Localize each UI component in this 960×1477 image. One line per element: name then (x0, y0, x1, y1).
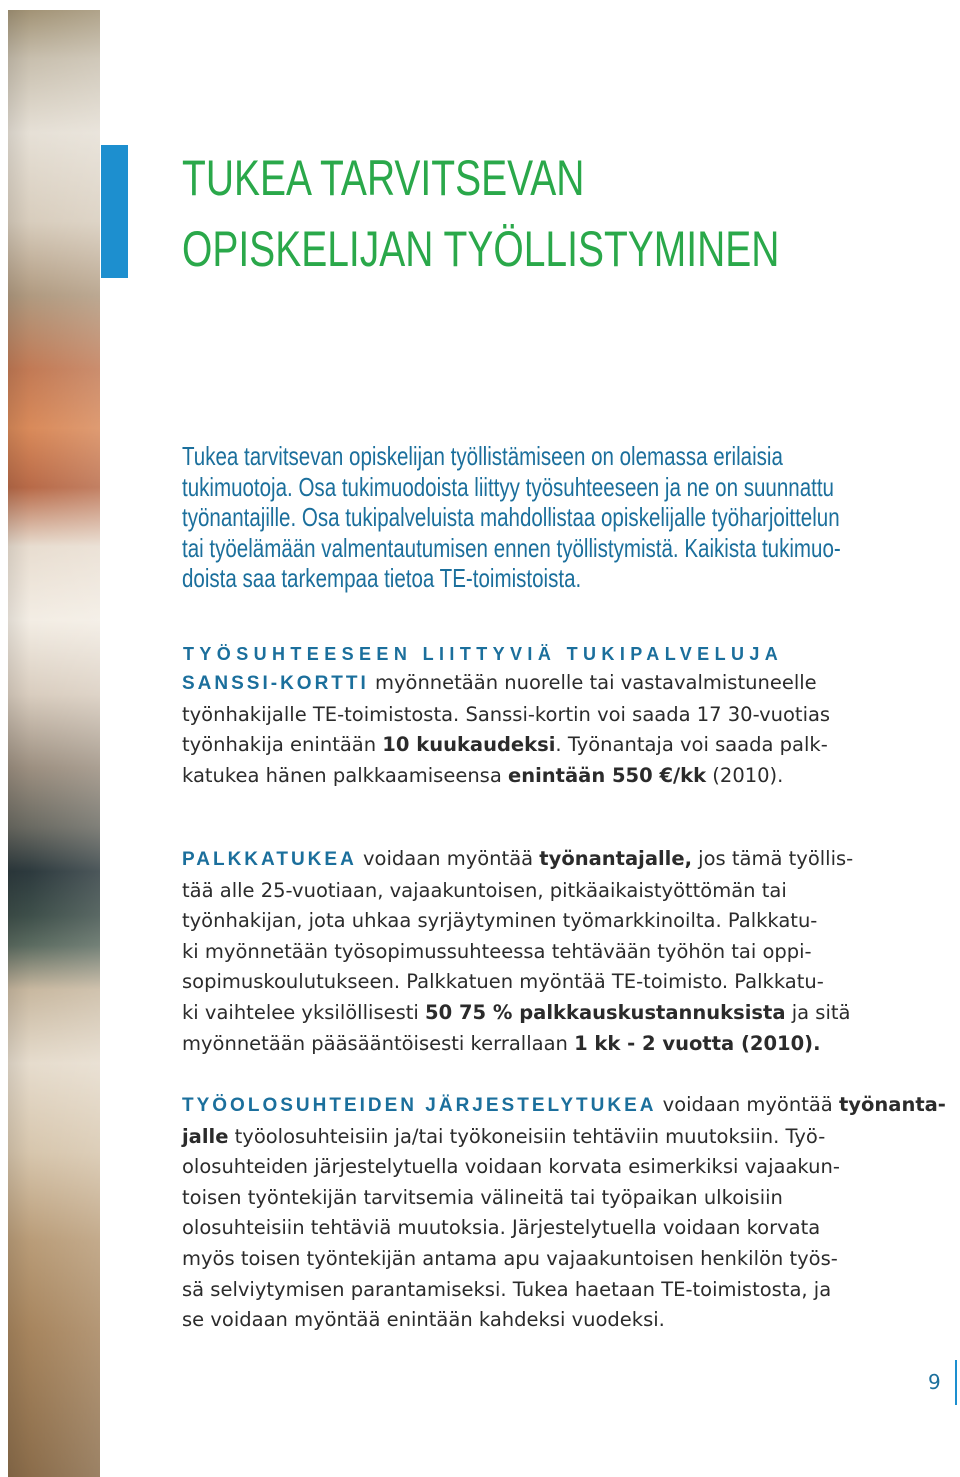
jarjestely-line-3: olosuhteiden järjestelytuella voidaan korvata esimerkiksi vajaakun- (182, 1155, 840, 1179)
jarjestely-line-2 (182, 1122, 882, 1153)
sanssi-keyword: SANSSI-KORTTI (182, 673, 369, 694)
sanssi-bold: enintään 550 €/kk (508, 763, 707, 787)
intro-paragraph (182, 441, 861, 594)
jarjestely-line-6: myös toisen työntekijän antama apu vajaakuntoisen henkilön työs- (182, 1246, 838, 1270)
jarjestely-keyword: TYÖOLOSUHTEIDEN JÄRJESTELYTUKEA (182, 1095, 657, 1116)
side-photo-shading (0, 0, 100, 1477)
jarjestely-line-4: toisen työntekijän tarvitsemia välineitä tai työpaikan ulkoisiin (182, 1185, 783, 1209)
palkkatuki-text: ki vaihtelee yksilöllisesti (182, 1000, 426, 1024)
palkkatuki-line-5: sopimuskoulutukseen. Palkkatuen myöntää TE-toimisto. Palkkatu- (182, 970, 824, 994)
palkkatuki-line-4: ki myönnetään työsopimussuhteessa tehtävään työhön tai oppi- (182, 939, 812, 963)
page-margin-top (0, 0, 100, 10)
page-margin-left (0, 0, 8, 1477)
sanssi-paragraph (182, 668, 882, 791)
sanssi-text: (2010). (706, 763, 784, 787)
palkkatuki-paragraph (182, 844, 882, 1059)
jarjestely-line-7: sä selviytymisen parantamiseksi. Tukea haetaan TE-toimistosta, ja (182, 1277, 832, 1301)
sanssi-bold: 10 kuukaudeksi (382, 733, 556, 757)
palkkatuki-keyword: PALKKATUKEA (182, 849, 357, 870)
section-heading: TYÖSUHTEESEEN LIITTYVIÄ TUKIPALVELUJA (183, 644, 784, 664)
intro-line: tai työelämään valmentautumisen ennen työllistymistä. Kaikista tukimuo- (182, 532, 841, 563)
jarjestely-paragraph (182, 1090, 946, 1336)
palkkatuki-line-7 (182, 1029, 882, 1060)
jarjestely-bold: jalle (182, 1124, 229, 1148)
palkkatuki-line-3: työnhakijan, jota uhkaa syrjäytyminen työmarkkinoilta. Palkkatu- (182, 909, 818, 933)
jarjestely-line-8: se voidaan myöntää enintään kahdeksi vuodeksi. (182, 1308, 665, 1332)
palkkatuki-text: ja sitä (785, 1000, 851, 1024)
jarjestely-text: voidaan myöntää (656, 1093, 839, 1116)
jarjestely-line-1 (182, 1090, 946, 1122)
page-number: 9 (928, 1370, 941, 1394)
sanssi-text: . Työnantaja voi saada palk- (555, 733, 828, 757)
title-accent-bar (101, 145, 128, 278)
palkkatuki-line-2: tää alle 25-vuotiaan, vajaakuntoisen, pitkäaikaistyöttömän tai (182, 878, 787, 902)
palkkatuki-line-6 (182, 998, 882, 1029)
sanssi-line-2: työnhakijalle TE-toimistosta. Sanssi-kortin voi saada 17 30-vuotias (182, 702, 831, 726)
intro-line: Tukea tarvitsevan opiskelijan työllistämiseen on olemassa erilaisia (182, 441, 783, 471)
palkkatuki-text: myönnetään pääsääntöisesti kerrallaan (182, 1031, 575, 1055)
page-title-line-2: OPISKELIJAN TYÖLLISTYMINEN (182, 221, 780, 277)
palkkatuki-text: voidaan myöntää (356, 847, 540, 870)
palkkatuki-bold: 50 75 % palkkauskustannuksista (425, 1000, 786, 1024)
jarjestely-bold: työnanta- (838, 1093, 946, 1116)
palkkatuki-bold: 1 kk - 2 vuotta (2010). (574, 1031, 821, 1055)
intro-line: tukimuotoja. Osa tukimuodoista liittyy työsuhteeseen ja ne on suunnattu (182, 471, 834, 502)
page-title (182, 143, 780, 285)
intro-line: työnantajille. Osa tukipalveluista mahdollistaa opiskelijalle työharjoittelun (182, 502, 840, 532)
jarjestely-text: työolosuhteisiin ja/tai työkoneisiin tehtäviin muutoksiin. Työ- (228, 1124, 826, 1148)
sanssi-text: katukea hänen palkkaamiseensa (182, 763, 508, 787)
palkkatuki-bold: työnantajalle, (539, 847, 692, 870)
intro-line: doista saa tarkempaa tietoa TE-toimistoista. (182, 563, 582, 593)
sanssi-line-3 (182, 730, 882, 761)
sanssi-text: työnhakija enintään (182, 733, 383, 757)
page-number-rule (955, 1360, 957, 1405)
page-title-line-1: TUKEA TARVITSEVAN (182, 150, 585, 206)
sanssi-line-4 (182, 761, 882, 792)
palkkatuki-text: jos tämä työllis- (691, 847, 854, 870)
sanssi-line-1 (182, 668, 882, 700)
sanssi-text: myönnetään nuorelle tai vastavalmistuneelle (368, 671, 817, 694)
jarjestely-line-5: olosuhteisiin tehtäviä muutoksia. Järjestelytuella voidaan korvata (182, 1216, 821, 1240)
palkkatuki-line-1 (182, 844, 882, 876)
